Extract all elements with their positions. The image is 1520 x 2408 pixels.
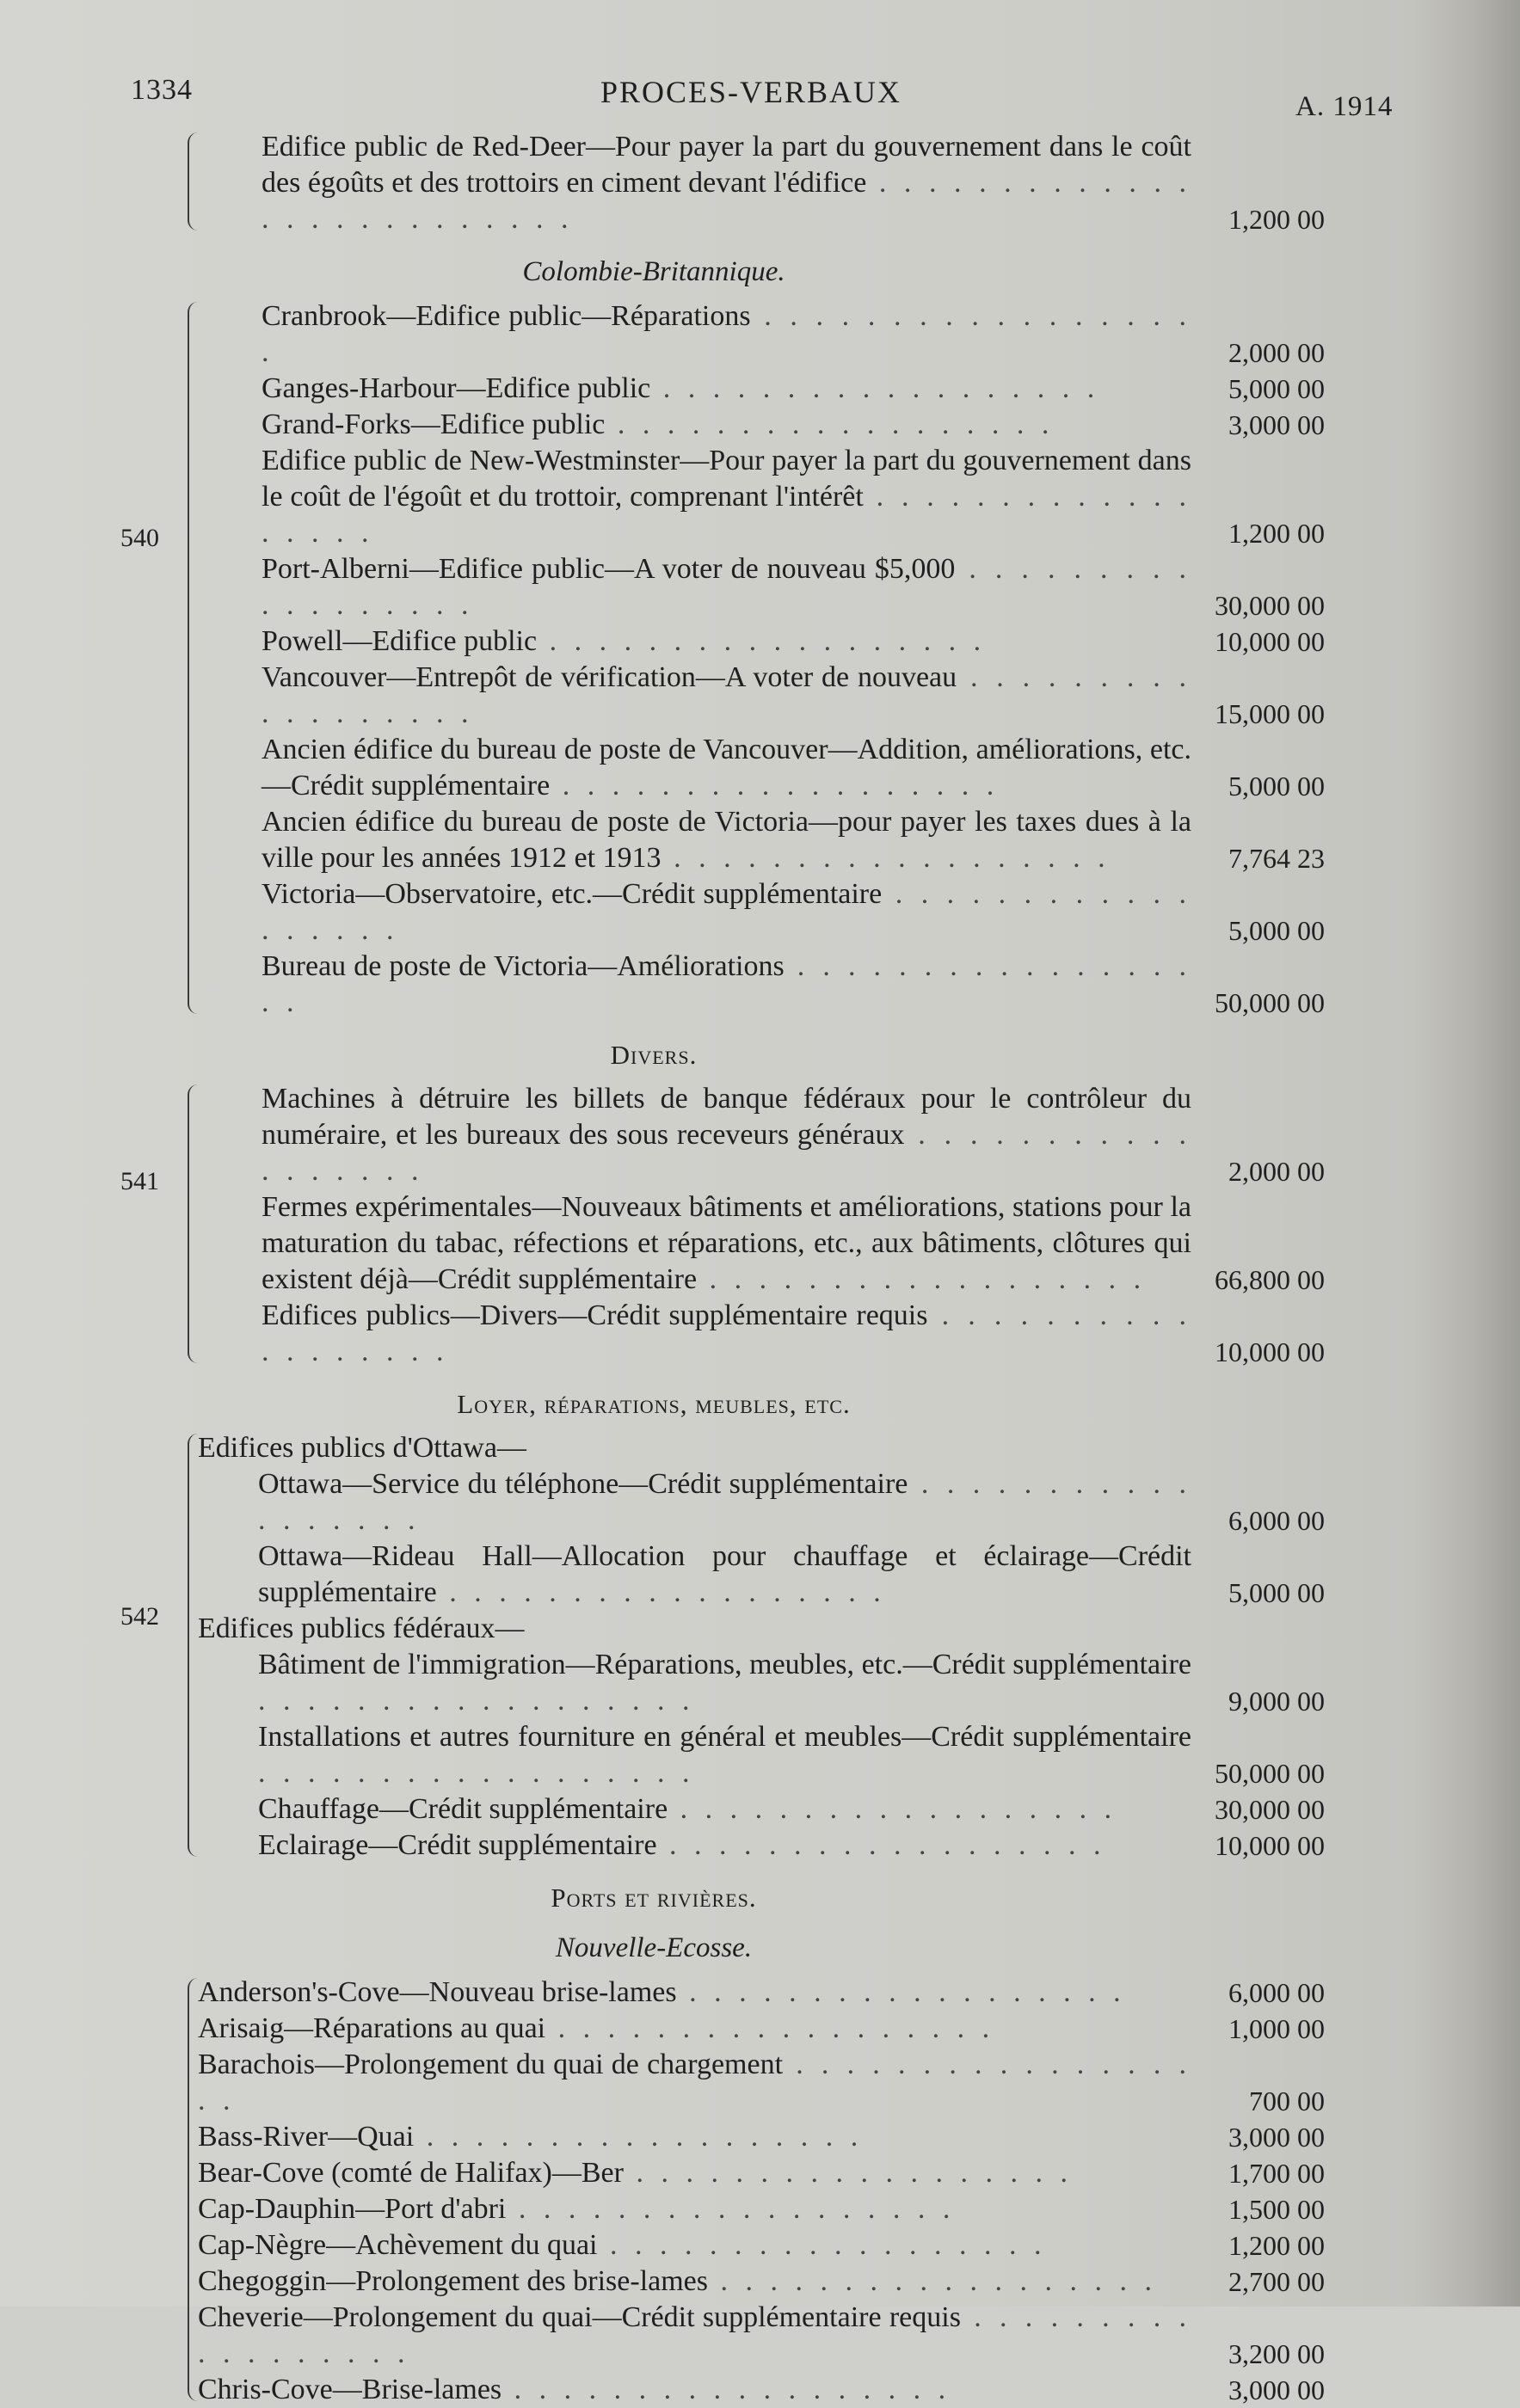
item-amount: 1,200 00 — [1228, 204, 1325, 235]
line-item: Cranbrook—Edifice public—Réparations . . . . . . . . . . . . . . . . . . 2,000 00 — [198, 298, 1325, 371]
item-text: Eclairage—Crédit supplémentaire — [258, 1829, 657, 1861]
item-amount: 50,000 00 — [1215, 987, 1325, 1018]
item-amount: 1,200 00 — [1228, 2230, 1325, 2261]
line-item: Bâtiment de l'immigration—Réparations, meubles, etc.—Crédit supplémentaire . . . . . . . . . . . . . . . . . . 9,000 00 — [198, 1647, 1325, 1719]
item-text: Chegoggin—Prolongement des brise-lames — [198, 2265, 709, 2297]
line-item: Ancien édifice du bureau de poste de Vancouver—Addition, améliorations, etc.—Crédit supplémentaire . . . . . . . . . . . . . . . . . . 5,000 00 — [198, 732, 1325, 804]
running-title: PROCES-VERBAUX — [600, 75, 902, 109]
item-amount: 1,700 00 — [1228, 2158, 1325, 2189]
brace — [188, 302, 198, 1014]
item-text: Machines à détruire les billets de banque fédéraux pour le contrôleur du numéraire, et les bureaux des sous receveurs généraux — [262, 1083, 1191, 1151]
item-amount: 700 00 — [1249, 2086, 1325, 2116]
item-text: Victoria—Observatoire, etc.—Crédit supplémentaire — [262, 878, 883, 910]
item-text: Bear-Cove (comté de Halifax)—Ber — [198, 2157, 624, 2189]
item-text: Powell—Edifice public — [262, 625, 538, 657]
item-amount: 2,000 00 — [1228, 1156, 1325, 1187]
item-text: Cheverie—Prolongement du quai—Crédit supplémentaire requis — [198, 2301, 961, 2333]
item-amount: 30,000 00 — [1215, 590, 1325, 621]
line-item: Ottawa—Service du téléphone—Crédit supplémentaire . . . . . . . . . . . . . . . . . . 6,000 00 — [198, 1466, 1325, 1539]
item-amount: 7,764 23 — [1228, 843, 1325, 874]
line-item: Fermes expérimentales—Nouveaux bâtiments et améliorations, stations pour la maturation du tabac, réfections et réparations, etc., aux bâtiments, clôtures qui existent déjà—Crédit supplémentaire . . . . . . . . . . . . . . . . . . 66,800 00 — [198, 1189, 1325, 1298]
item-amount: 1,200 00 — [1228, 518, 1325, 549]
line-item: Machines à détruire les billets de banque fédéraux pour le contrôleur du numéraire, et les bureaux des sous receveurs généraux . . . . . . . . . . . . . . . . . . 2,000 00 — [198, 1081, 1325, 1189]
line-item: Edifices publics—Divers—Crédit supplémentaire requis . . . . . . . . . . . . . . . . . . 10,000 00 — [198, 1298, 1325, 1370]
item-text: Bureau de poste de Victoria—Améliorations — [262, 950, 785, 982]
subgroup-heading: Edifices publics fédéraux— — [198, 1612, 525, 1644]
item-text: Cap-Nègre—Achèvement du quai — [198, 2229, 598, 2261]
line-item: Chris-Cove—Brise-lames . . . . . . . . . . . . . . . . . . 3,000 00 — [198, 2372, 1325, 2408]
item-amount: 50,000 00 — [1215, 1758, 1325, 1789]
ports-group — [120, 1975, 1411, 2408]
item-amount: 1,000 00 — [1228, 2013, 1325, 2044]
section-heading-divers: Divers. — [610, 1040, 698, 1070]
vote-number: 540 — [120, 524, 159, 552]
line-item: Eclairage—Crédit supplémentaire . . . . . . . . . . . . . . . . . . 10,000 00 — [198, 1828, 1325, 1864]
item-text: Ancien édifice du bureau de poste de Victoria—pour payer les taxes dues à la ville pour les années 1912 et 1913 — [262, 806, 1191, 874]
item-amount: 30,000 00 — [1215, 1794, 1325, 1825]
line-item: Arisaig—Réparations au quai . . . . . . . . . . . . . . . . . . 1,000 00 — [198, 2011, 1325, 2047]
item-amount: 6,000 00 — [1228, 1977, 1325, 2008]
item-text: Barachois—Prolongement du quai de chargement — [198, 2049, 784, 2080]
line-item: Ottawa—Rideau Hall—Allocation pour chauffage et éclairage—Crédit supplémentaire . . . . . . . . . . . . . . . . . . 5,000 00 — [198, 1539, 1325, 1611]
line-item: Port-Alberni—Edifice public—A voter de nouveau $5,000 . . . . . . . . . . . . . . . . . . 30,000 00 — [198, 551, 1325, 624]
line-item: Installations et autres fourniture en général et meubles—Crédit supplémentaire . . . . . . . . . . . . . . . . . . 50,000 00 — [198, 1719, 1325, 1791]
item-text: Edifice public de Red-Deer—Pour payer la part du gouvernement dans le coût des égoûts et des trottoirs en ciment devant l'édifice — [262, 131, 1191, 199]
item-text: Bass-River—Quai — [198, 2121, 415, 2153]
item-list — [198, 1081, 1411, 1370]
item-text: Fermes expérimentales—Nouveaux bâtiments et améliorations, stations pour la maturation du tabac, réfections et réparations, etc., aux bâtiments, clôtures qui existent déjà—Crédit supplémentaire — [262, 1191, 1191, 1295]
item-list — [198, 1647, 1411, 1864]
line-item: Victoria—Observatoire, etc.—Crédit supplémentaire . . . . . . . . . . . . . . . . . . 5,000 00 — [198, 876, 1325, 949]
line-item: Cap-Dauphin—Port d'abri . . . . . . . . . . . . . . . . . . 1,500 00 — [198, 2191, 1325, 2227]
vote-group-540 — [120, 298, 1411, 1021]
line-item: Bass-River—Quai . . . . . . . . . . . . . . . . . . 3,000 00 — [198, 2119, 1325, 2155]
vote-group-542 — [120, 1430, 1411, 1864]
line-item: Barachois—Prolongement du quai de chargement . . . . . . . . . . . . . . . . . . 700 00 — [198, 2047, 1325, 2119]
item-list — [198, 1975, 1411, 2408]
brace — [188, 1434, 198, 1857]
line-item: Chegoggin—Prolongement des brise-lames . . . . . . . . . . . . . . . . . . 2,700 00 — [198, 2264, 1325, 2300]
line-item: Bureau de poste de Victoria—Améliorations . . . . . . . . . . . . . . . . . . 50,000 00 — [198, 949, 1325, 1021]
section-heading-colombie: Colombie-Britannique. — [522, 256, 785, 287]
item-text: Vancouver—Entrepôt de vérification—A voter de nouveau — [262, 661, 957, 693]
item-amount: 15,000 00 — [1215, 698, 1325, 729]
item-text: Installations et autres fourniture en général et meubles—Crédit supplémentaire — [258, 1721, 1191, 1753]
item-amount: 10,000 00 — [1215, 1830, 1325, 1861]
brace — [188, 132, 198, 230]
section-subheading-nouvelle-ecosse: Nouvelle-Ecosse. — [555, 1932, 753, 1963]
line-item: Ganges-Harbour—Edifice public . . . . . . . . . . . . . . . . . . 5,000 00 — [198, 371, 1325, 407]
line-item: Chauffage—Crédit supplémentaire . . . . . . . . . . . . . . . . . . 30,000 00 — [198, 1791, 1325, 1828]
item-amount: 9,000 00 — [1228, 1686, 1325, 1717]
item-text: Ottawa—Rideau Hall—Allocation pour chauffage et éclairage—Crédit supplémentaire — [258, 1540, 1191, 1608]
item-text: Ancien édifice du bureau de poste de Vancouver—Addition, améliorations, etc.—Crédit supplémentaire — [262, 734, 1191, 802]
item-text: Cranbrook—Edifice public—Réparations — [262, 300, 751, 332]
item-text: Port-Alberni—Edifice public—A voter de nouveau $5,000 — [262, 553, 956, 585]
line-item: Grand-Forks—Edifice public . . . . . . . . . . . . . . . . . . 3,000 00 — [198, 407, 1325, 443]
page-body — [120, 129, 1411, 2408]
item-text: Ottawa—Service du téléphone—Crédit supplémentaire — [258, 1468, 908, 1500]
page-number: 1334 — [131, 74, 193, 106]
line-item: Bear-Cove (comté de Halifax)—Ber . . . . . . . . . . . . . . . . . . 1,700 00 — [198, 2155, 1325, 2191]
line-item: Edifice public de Red-Deer—Pour payer la part du gouvernement dans le coût des égoûts et des trottoirs en ciment devant l'édifice . . . . . . . . . . . . . . . . . . . . . . . . . . 1,200 00 — [198, 129, 1325, 237]
item-text: Edifice public de New-Westminster—Pour payer la part du gouvernement dans le coût de l'égoût et du trottoir, comprenant l'intérêt — [262, 445, 1191, 513]
item-amount: 2,700 00 — [1228, 2266, 1325, 2297]
line-item: Anderson's-Cove—Nouveau brise-lames . . . . . . . . . . . . . . . . . . 6,000 00 — [198, 1975, 1325, 2011]
item-amount: 10,000 00 — [1215, 626, 1325, 657]
item-list — [198, 298, 1411, 1021]
item-text: Arisaig—Réparations au quai — [198, 2012, 546, 2044]
item-text: Anderson's-Cove—Nouveau brise-lames — [198, 1976, 677, 2008]
section-heading-loyer: Loyer, réparations, meubles, etc. — [457, 1389, 851, 1419]
vote-number: 541 — [120, 1167, 159, 1195]
line-item: Vancouver—Entrepôt de vérification—A voter de nouveau . . . . . . . . . . . . . . . . . . 15,000 00 — [198, 660, 1325, 732]
item-text: Chauffage—Crédit supplémentaire — [258, 1793, 668, 1825]
item-amount: 1,500 00 — [1228, 2194, 1325, 2225]
item-text: Bâtiment de l'immigration—Réparations, meubles, etc.—Crédit supplémentaire — [258, 1649, 1191, 1680]
item-amount: 10,000 00 — [1215, 1336, 1325, 1367]
item-amount: 3,000 00 — [1228, 2374, 1325, 2405]
item-text: Chris-Cove—Brise-lames — [198, 2374, 502, 2405]
line-item: Edifice public de New-Westminster—Pour payer la part du gouvernement dans le coût de l'égoût et du trottoir, comprenant l'intérêt . . . . . . . . . . . . . . . . . . 1,200 00 — [198, 443, 1325, 551]
section-heading-ports: Ports et rivières. — [551, 1883, 757, 1913]
line-item: Cap-Nègre—Achèvement du quai . . . . . . . . . . . . . . . . . . 1,200 00 — [198, 2227, 1325, 2264]
brace — [188, 1978, 198, 2401]
item-amount: 3,000 00 — [1228, 409, 1325, 440]
item-amount: 5,000 00 — [1228, 373, 1325, 404]
brace — [188, 1084, 198, 1363]
item-text: Cap-Dauphin—Port d'abri — [198, 2193, 507, 2225]
subgroup-heading: Edifices publics d'Ottawa— — [198, 1432, 526, 1464]
line-item: Cheverie—Prolongement du quai—Crédit supplémentaire requis . . . . . . . . . . . . . . . . . . 3,200 00 — [198, 2300, 1325, 2372]
intro-group — [120, 129, 1411, 237]
item-text: Edifices publics—Divers—Crédit supplémentaire requis — [262, 1299, 928, 1331]
item-amount: 3,000 00 — [1228, 2122, 1325, 2153]
vote-number: 542 — [120, 1602, 159, 1631]
item-amount: 66,800 00 — [1215, 1264, 1325, 1295]
item-amount: 5,000 00 — [1228, 915, 1325, 946]
item-text: Grand-Forks—Edifice public — [262, 408, 606, 440]
item-amount: 5,000 00 — [1228, 1577, 1325, 1608]
item-text: Ganges-Harbour—Edifice public — [262, 372, 651, 404]
item-amount: 2,000 00 — [1228, 337, 1325, 368]
item-amount: 3,200 00 — [1228, 2338, 1325, 2369]
line-item: Powell—Edifice public . . . . . . . . . . . . . . . . . . 10,000 00 — [198, 624, 1325, 660]
item-list — [198, 1466, 1411, 1611]
year-label: A. 1914 — [1295, 91, 1394, 122]
vote-group-541 — [120, 1081, 1411, 1370]
line-item: Ancien édifice du bureau de poste de Victoria—pour payer les taxes dues à la ville pour les années 1912 et 1913 . . . . . . . . . . . . . . . . . . 7,764 23 — [198, 804, 1325, 876]
item-amount: 5,000 00 — [1228, 771, 1325, 802]
item-amount: 6,000 00 — [1228, 1505, 1325, 1536]
